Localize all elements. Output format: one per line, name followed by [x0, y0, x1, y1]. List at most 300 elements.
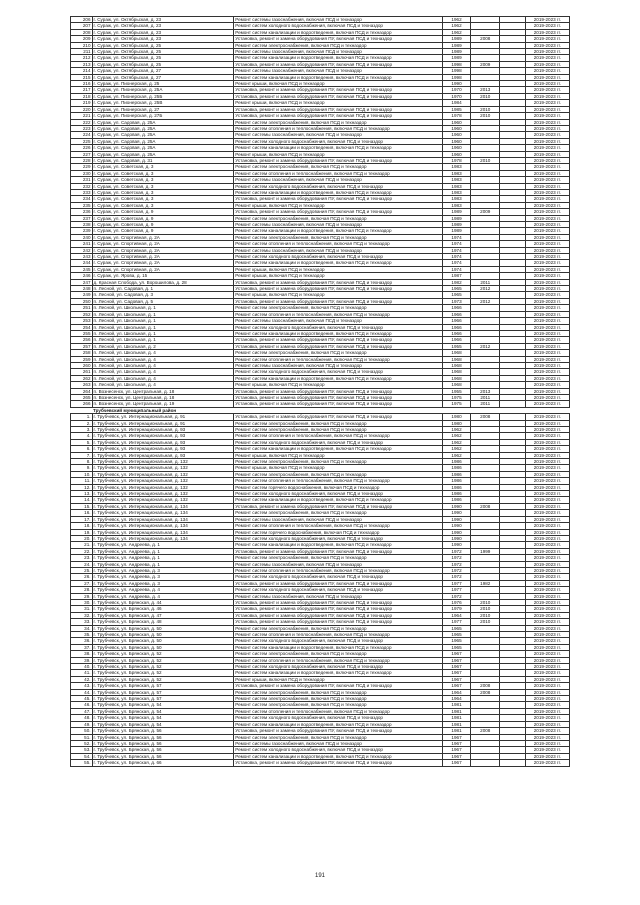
row-address: г. Сураж, ул. Ярова, д. 15 [92, 273, 234, 279]
row-period: 2019-2023 гг. [525, 439, 569, 445]
row-period: 2019-2023 гг. [525, 254, 569, 260]
row-number: 241 [71, 241, 93, 247]
row-period: 2019-2023 гг. [525, 324, 569, 330]
row-period: 2019-2023 гг. [525, 471, 569, 477]
row-year-built: 1989 [442, 222, 471, 228]
row-address: г. Сураж, ул. Садовая, д. 25А [92, 151, 234, 157]
row-address: г. Сураж, ул. Советская, д. 3 [92, 196, 234, 202]
row-address: г. Трубчевск, ул. Интернациональная, д. 91 [92, 420, 234, 426]
row-number: 19. [71, 529, 93, 535]
row-address: г. Трубчевск, ул. Брянская, д. 54 [92, 708, 234, 714]
row-address: г. Сураж, ул. Спортивная, д. 2А [92, 254, 234, 260]
row-work: Установка, ремонт и замена оборудования ПУ, включая ПСД и техназдор [234, 36, 442, 42]
row-year-last: 2010 [471, 157, 500, 163]
row-address: г. Сураж, ул. Спортивная, д. 2А [92, 260, 234, 266]
row-year-built: 1974 [442, 266, 471, 272]
row-period: 2019-2023 гг. [525, 228, 569, 234]
row-year-built: 1998 [442, 68, 471, 74]
row-address: г. Трубчевск, ул. Интернациональная, д. 93 [92, 427, 234, 433]
row-work: Ремонт системы газоснабжения, включая ПСД и техназдор [234, 516, 442, 522]
row-number: 251 [71, 305, 93, 311]
row-year-built: 1990 [442, 81, 471, 87]
row-period: 2019-2023 гг. [525, 362, 569, 368]
row-year-built: 1966 [442, 337, 471, 343]
row-year-built: 1962 [442, 433, 471, 439]
row-address: г. Трубчевск, ул. Брянская, д. 52 [92, 676, 234, 682]
row-period: 2019-2023 гг. [525, 651, 569, 657]
row-work: Установка, ремонт и замена оборудования ПУ, включая ПСД и техназдор [234, 286, 442, 292]
row-work: Ремонт систем электроснабжения, включая ПСД и техназдор [234, 625, 442, 631]
row-number: 264 [71, 388, 93, 394]
row-work: Установка, ремонт и замена оборудования ПУ, включая ПСД и техназдор [234, 61, 442, 67]
row-work: Установка, ремонт и замена оборудования ПУ, включая ПСД и техназдор [234, 503, 442, 509]
row-address: г. Сураж, ул. Октябрьская, д. 23 [92, 36, 234, 42]
row-year-built: 1967 [442, 676, 471, 682]
row-address: г. Трубчевск, ул. Брянская, д. 52 [92, 670, 234, 676]
row-period: 2019-2023 гг. [525, 459, 569, 465]
row-number: 206 [71, 17, 93, 23]
row-period: 2019-2023 гг. [525, 170, 569, 176]
row-year-last: 2008 [471, 689, 500, 695]
row-number: 242 [71, 247, 93, 253]
row-address: г. Сураж, ул. Октябрьская, д. 25 [92, 61, 234, 67]
row-period: 2019-2023 гг. [525, 49, 569, 55]
row-year-built: 1981 [442, 728, 471, 734]
row-work: Ремонт систем канализации и водоотведения, включая ПСД и техназдор [234, 145, 442, 151]
row-year-built: 1986 [442, 471, 471, 477]
row-address: г. Трубчевск, ул. Интернациональная, д. 93 [92, 446, 234, 452]
row-period: 2019-2023 гг. [525, 145, 569, 151]
row-number: 257 [71, 343, 93, 349]
row-number: 39. [71, 657, 93, 663]
row-address: г. Сураж, ул. Советская, д. 9 [92, 222, 234, 228]
row-period: 2019-2023 гг. [525, 619, 569, 625]
row-number: 233 [71, 189, 93, 195]
row-period: 2019-2023 гг. [525, 106, 569, 112]
row-number: 262 [71, 375, 93, 381]
row-address: г. Сураж, ул. Спортивная, д. 2А [92, 241, 234, 247]
row-number: 23. [71, 555, 93, 561]
row-work: Ремонт систем канализации и водоотведения, включая ПСД и техназдор [234, 497, 442, 503]
row-number: 245 [71, 266, 93, 272]
row-year-built: 1967 [442, 734, 471, 740]
row-address: г. Трубчевск, ул. Брянская, д. 57 [92, 696, 234, 702]
row-address: г. Трубчевск, ул. Интернациональная, д. 132 [92, 478, 234, 484]
row-number: 231 [71, 177, 93, 183]
row-number: 35. [71, 632, 93, 638]
row-number: 248 [71, 286, 93, 292]
row-address: г. Трубчевск, ул. Интернациональная, д. 93 [92, 452, 234, 458]
row-work: Ремонт систем электроснабжения, включая ПСД и техназдор [234, 350, 442, 356]
row-year-last: 2008 [471, 503, 500, 509]
register-table [70, 16, 570, 767]
row-work: Ремонт крыши, включая ПСД и техназдор [234, 382, 442, 388]
row-year-built: 1977 [442, 587, 471, 593]
row-work: Ремонт систем холодного водоснабжения, включая ПСД и техназдор [234, 491, 442, 497]
row-period: 2019-2023 гг. [525, 209, 569, 215]
row-year-built: 1970 [442, 93, 471, 99]
row-work: Установка, ремонт и замена оборудования ПУ, включая ПСД и техназдор [234, 298, 442, 304]
row-period: 2019-2023 гг. [525, 196, 569, 202]
row-year-built: 1966 [442, 305, 471, 311]
row-work: Ремонт систем отопления и теплоснабжения, включая ПСД и техназдор [234, 657, 442, 663]
row-number: 53. [71, 747, 93, 753]
row-work: Установка, ремонт и замена оборудования ПУ, включая ПСД и техназдор [234, 401, 442, 407]
row-address: г. Трубчевск, ул. Брянская, д. 44 [92, 599, 234, 605]
row-address: г. Трубчевск, ул. Интернациональная, д. 134 [92, 529, 234, 535]
row-number: 222 [71, 119, 93, 125]
row-period: 2019-2023 гг. [525, 734, 569, 740]
row-address: г. Трубчевск, ул. Андреева, д. 1 [92, 548, 234, 554]
row-work: Ремонт систем холодного водоснабжения, включая ПСД и техназдор [234, 369, 442, 375]
row-year-built: 1968 [442, 362, 471, 368]
row-period: 2019-2023 гг. [525, 606, 569, 612]
row-period: 2019-2023 гг. [525, 298, 569, 304]
row-year-built: 1972 [442, 548, 471, 554]
row-period: 2019-2023 гг. [525, 535, 569, 541]
row-year-built: 1966 [442, 330, 471, 336]
row-period: 2019-2023 гг. [525, 708, 569, 714]
row-number: 38. [71, 651, 93, 657]
row-period: 2019-2023 гг. [525, 266, 569, 272]
row-year-built: 1960 [442, 138, 471, 144]
row-work: Ремонт системы газоснабжения, включая ПСД и техназдор [234, 561, 442, 567]
row-period: 2019-2023 гг. [525, 279, 569, 285]
row-address: г. Трубчевск, ул. Интернациональная, д. 132 [92, 471, 234, 477]
row-number: 2. [71, 420, 93, 426]
row-address: г. Трубчевск, ул. Брянская, д. 50 [92, 638, 234, 644]
row-address: г. Сураж, ул. Советская, д. 3 [92, 189, 234, 195]
row-address: п. Лесной, ул. Школьная, д. 4 [92, 382, 234, 388]
row-year-built: 1960 [442, 145, 471, 151]
row-year-built: 1975 [442, 394, 471, 400]
row-period: 2019-2023 гг. [525, 189, 569, 195]
row-number: 215 [71, 74, 93, 80]
row-address: г. Трубчевск, ул. Интернациональная, д. 91 [92, 414, 234, 420]
row-address: п. Лесной, ул. Школьная, д. 4 [92, 369, 234, 375]
row-work: Ремонт системы газоснабжения, включая ПСД и техназдор [234, 247, 442, 253]
row-year-built: 1980 [442, 414, 471, 420]
row-address: г. Трубчевск, ул. Брянская, д. 50 [92, 644, 234, 650]
row-address: г. Сураж, ул. Садовая, д. 25А [92, 119, 234, 125]
row-work: Ремонт системы газоснабжения, включая ПСД и техназдор [234, 318, 442, 324]
row-address: г. Трубчевск, ул. Интернациональная, д. 93 [92, 439, 234, 445]
row-work: Установка, ремонт и замена оборудования ПУ, включая ПСД и техназдор [234, 683, 442, 689]
row-number: 43. [71, 683, 93, 689]
row-period: 2019-2023 гг. [525, 305, 569, 311]
row-year-built: 1989 [442, 215, 471, 221]
row-year-built: 1978 [442, 157, 471, 163]
row-work: Ремонт систем горячего водоснабжения, включая ПСД и техназдор [234, 529, 442, 535]
row-number: 213 [71, 61, 93, 67]
row-year-built: 1962 [442, 17, 471, 23]
row-address: п. Вознесенск, ул. Центральная, д. 19 [92, 401, 234, 407]
row-address: п. Лесной, ул. Школьная, д. 4 [92, 350, 234, 356]
row-period: 2019-2023 гг. [525, 330, 569, 336]
row-year-built: 1989 [442, 42, 471, 48]
row-year-built: 1989 [442, 36, 471, 42]
row-period: 2019-2023 гг. [525, 157, 569, 163]
row-address: г. Трубчевск, ул. Интернациональная, д. 93 [92, 433, 234, 439]
row-address: г. Трубчевск, ул. Брянская, д. 56 [92, 728, 234, 734]
row-address: г. Трубчевск, ул. Андреева, д. 3 [92, 574, 234, 580]
row-year-last [471, 760, 500, 766]
row-address: г. Сураж, ул. Советская, д. 3 [92, 177, 234, 183]
row-period: 2019-2023 гг. [525, 350, 569, 356]
row-work: Ремонт систем электроснабжения, включая ПСД и техназдор [234, 471, 442, 477]
row-work: Ремонт систем холодного водоснабжения, включая ПСД и техназдор [234, 183, 442, 189]
row-period: 2019-2023 гг. [525, 36, 569, 42]
row-period: 2019-2023 гг. [525, 516, 569, 522]
row-work: Ремонт систем холодного водоснабжения, включая ПСД и техназдор [234, 439, 442, 445]
row-year-built: 1965 [442, 644, 471, 650]
row-period: 2019-2023 гг. [525, 753, 569, 759]
row-period: 2019-2023 гг. [525, 497, 569, 503]
row-work: Ремонт крыши, включая ПСД и техназдор [234, 202, 442, 208]
row-year-built: 1977 [442, 619, 471, 625]
row-work: Ремонт систем холодного водоснабжения, включая ПСД и техназдор [234, 587, 442, 593]
row-year-built: 1973 [442, 298, 471, 304]
row-number: 250 [71, 298, 93, 304]
row-year-built: 1960 [442, 125, 471, 131]
row-year-built: 1970 [442, 87, 471, 93]
row-year-built: 1983 [442, 183, 471, 189]
row-number: 41. [71, 670, 93, 676]
row-year-built: 1976 [442, 599, 471, 605]
row-work: Ремонт систем канализации и водоотведения, включая ПСД и техназдор [234, 228, 442, 234]
row-year-built: 1983 [442, 164, 471, 170]
row-work: Ремонт систем канализации и водоотведения, включая ПСД и техназдор [234, 670, 442, 676]
row-address: г. Трубчевск, ул. Андреева, д. 1 [92, 561, 234, 567]
row-year-last: 1999 [471, 548, 500, 554]
row-address: г. Трубчевск, ул. Интернациональная, д. 132 [92, 497, 234, 503]
row-address: г. Сураж, ул. Советская, д. 9 [92, 215, 234, 221]
row-number: 249 [71, 292, 93, 298]
row-number: 238 [71, 222, 93, 228]
row-number: 3. [71, 427, 93, 433]
row-work: Ремонт систем отопления и теплоснабжения, включая ПСД и техназдор [234, 478, 442, 484]
row-period: 2019-2023 гг. [525, 644, 569, 650]
row-number: 223 [71, 125, 93, 131]
row-year-built: 1989 [442, 55, 471, 61]
row-address: п. Лесной, ул. Школьная, д. 4 [92, 362, 234, 368]
row-work: Ремонт систем холодного водоснабжения, включая ПСД и техназдор [234, 138, 442, 144]
row-address: г. Сураж, ул. Советская, д. 3 [92, 202, 234, 208]
row-work: Ремонт систем канализации и водоотведения, включая ПСД и техназдор [234, 375, 442, 381]
row-work: Установка, ремонт и замена оборудования ПУ, включая ПСД и техназдор [234, 599, 442, 605]
row-address: г. Трубчевск, ул. Андреева, д. 1 [92, 555, 234, 561]
row-period: 2019-2023 гг. [525, 523, 569, 529]
row-address: г. Сураж, ул. Октябрьская, д. 27 [92, 68, 234, 74]
row-address: г. Сураж, ул. Садовая, д. 25А [92, 125, 234, 131]
row-period: 2019-2023 гг. [525, 747, 569, 753]
row-year-last: 2010 [471, 93, 500, 99]
row-address: г. Сураж, ул. Советская, д. 3 [92, 170, 234, 176]
row-address: г. Сураж, ул. Пионерская, д. 25 [92, 81, 234, 87]
row-work: Ремонт систем электроснабжения, включая ПСД и техназдор [234, 510, 442, 516]
row-address: г. Сураж, ул. Октябрьская, д. 23 [92, 17, 234, 23]
row-work: Установка, ремонт и замена оборудования ПУ, включая ПСД и техназдор [234, 337, 442, 343]
row-year-built: 1998 [442, 74, 471, 80]
row-year-built: 1986 [442, 478, 471, 484]
row-year-built: 1960 [442, 132, 471, 138]
row-period: 2019-2023 гг. [525, 23, 569, 29]
row-address: п. Лесной, ул. Садовая, д. 3 [92, 292, 234, 298]
row-number: 235 [71, 202, 93, 208]
row-number: 207 [71, 23, 93, 29]
row-number: 243 [71, 254, 93, 260]
row-year-built: 1983 [442, 196, 471, 202]
row-address: г. Сураж, ул. Октябрьская, д. 23 [92, 29, 234, 35]
row-address: г. Трубчевск, ул. Брянская, д. 66 [92, 760, 234, 766]
row-address: г. Сураж, ул. Садовая, д. 25А [92, 145, 234, 151]
row-address: г. Трубчевск, ул. Интернациональная, д. 134 [92, 523, 234, 529]
row-address: г. Трубчевск, ул. Интернациональная, д. 134 [92, 503, 234, 509]
row-work: Установка, ремонт и замена оборудования ПУ, включая ПСД и техназдор [234, 106, 442, 112]
row-work: Установка, ремонт и замена оборудования ПУ, включая ПСД и техназдор [234, 414, 442, 420]
row-work: Ремонт систем отопления и теплоснабжения, включая ПСД и техназдор [234, 125, 442, 131]
row-number: 32. [71, 612, 93, 618]
row-work: Ремонт крыши, включая ПСД и техназдор [234, 151, 442, 157]
row-address: г. Сураж, ул. Октябрьская, д. 25 [92, 49, 234, 55]
row-period: 2019-2023 гг. [525, 215, 569, 221]
row-number: 28. [71, 587, 93, 593]
row-period: 2019-2023 гг. [525, 683, 569, 689]
row-number: 37. [71, 644, 93, 650]
row-address: п. Лесной, ул. Школьная, д. 1 [92, 324, 234, 330]
row-year-built: 1967 [442, 651, 471, 657]
row-year-last: 2010 [471, 599, 500, 605]
row-number: 18. [71, 523, 93, 529]
row-year-last: 2013 [471, 388, 500, 394]
row-number: 225 [71, 138, 93, 144]
row-address: г. Сураж, ул. Пионерская, д. 27Б [92, 113, 234, 119]
row-period: 2019-2023 гг. [525, 670, 569, 676]
row-period: 2019-2023 гг. [525, 93, 569, 99]
row-period: 2019-2023 гг. [525, 125, 569, 131]
row-period: 2019-2023 гг. [525, 510, 569, 516]
row-year-built: 1974 [442, 247, 471, 253]
row-period: 2019-2023 гг. [525, 68, 569, 74]
row-number: 254 [71, 324, 93, 330]
row-address: г. Сураж, ул. Советская, д. 3 [92, 183, 234, 189]
row-address: г. Трубчевск, ул. Интернациональная, д. 132 [92, 491, 234, 497]
row-year-last: 2012 [471, 298, 500, 304]
row-work: Установка, ремонт и замена оборудования ПУ, включая ПСД и техназдор [234, 619, 442, 625]
row-year-built: 1967 [442, 747, 471, 753]
row-work: Ремонт систем отопления и теплоснабжения, включая ПСД и техназдор [234, 567, 442, 573]
row-address: г. Трубчевск, ул. Брянская, д. 52 [92, 651, 234, 657]
row-period: 2019-2023 гг. [525, 561, 569, 567]
row-work: Ремонт системы газоснабжения, включая ПСД и техназдор [234, 132, 442, 138]
row-number: 216 [71, 81, 93, 87]
row-address: г. Трубчевск, ул. Интернациональная, д. 134 [92, 516, 234, 522]
row-period: 2019-2023 гг. [525, 721, 569, 727]
row-number: 255 [71, 330, 93, 336]
row-period: 2019-2023 гг. [525, 241, 569, 247]
row-year-built: 1974 [442, 260, 471, 266]
row-work: Ремонт систем отопления и теплоснабжения, включая ПСД и техназдор [234, 241, 442, 247]
row-address: п. Лесной, ул. Школьная, д. 1 [92, 305, 234, 311]
row-work: Ремонт систем отопления и теплоснабжения, включая ПСД и техназдор [234, 708, 442, 714]
page-number: 191 [314, 873, 325, 879]
row-number: 229 [71, 164, 93, 170]
row-address: п. Лесной, ул. Школьная, д. 4 [92, 356, 234, 362]
table-section-trubchevsk [71, 414, 570, 766]
row-period: 2019-2023 гг. [525, 491, 569, 497]
row-address: г. Трубчевск, ул. Брянская, д. 57 [92, 683, 234, 689]
row-number: 208 [71, 29, 93, 35]
row-year-built: 1974 [442, 254, 471, 260]
row-address: п. Лесной, ул. Школьная, д. 1 [92, 337, 234, 343]
row-year-built: 1975 [442, 401, 471, 407]
row-year-built: 1965 [442, 286, 471, 292]
row-period: 2019-2023 гг. [525, 452, 569, 458]
row-address: г. Сураж, ул. Октябрьская, д. 23 [92, 23, 234, 29]
row-number: 21. [71, 542, 93, 548]
row-number: 15. [71, 503, 93, 509]
row-period: 2019-2023 гг. [525, 728, 569, 734]
row-number: 256 [71, 337, 93, 343]
row-number: 259 [71, 356, 93, 362]
row-period: 2019-2023 гг. [525, 715, 569, 721]
row-period: 2019-2023 гг. [525, 87, 569, 93]
row-period: 2019-2023 гг. [525, 292, 569, 298]
row-year-last: 2009 [471, 209, 500, 215]
row-period: 2019-2023 гг. [525, 689, 569, 695]
row-year-built: 1972 [442, 561, 471, 567]
row-number: 33. [71, 619, 93, 625]
row-period: 2019-2023 гг. [525, 61, 569, 67]
row-work: Ремонт систем канализации и водоотведения, включая ПСД и техназдор [234, 189, 442, 195]
row-work: Ремонт систем холодного водоснабжения, включая ПСД и техназдор [234, 574, 442, 580]
row-work: Установка, ремонт и замена оборудования ПУ, включая ПСД и техназдор [234, 394, 442, 400]
row-work: Ремонт систем канализации и водоотведения, включая ПСД и техназдор [234, 446, 442, 452]
row-period: 2019-2023 гг. [525, 273, 569, 279]
row-work: Ремонт систем отопления и теплоснабжения, включая ПСД и техназдор [234, 356, 442, 362]
row-period: 2019-2023 гг. [525, 177, 569, 183]
row-period: 2019-2023 гг. [525, 132, 569, 138]
row-address: г. Трубчевск, ул. Интернациональная, д. 132 [92, 459, 234, 465]
row-year-built: 1966 [442, 318, 471, 324]
row-work: Ремонт систем холодного водоснабжения, включая ПСД и техназдор [234, 747, 442, 753]
row-work: Ремонт крыши, включая ПСД и техназдор [234, 676, 442, 682]
row-year-last: 2009 [471, 61, 500, 67]
row-year-last: 2010 [471, 612, 500, 618]
row-work: Ремонт систем электроснабжения, включая ПСД и техназдор [234, 555, 442, 561]
row-work: Установка, ремонт и замена оборудования ПУ, включая ПСД и техназдор [234, 209, 442, 215]
row-period: 2019-2023 гг. [525, 369, 569, 375]
row-period: 2019-2023 гг. [525, 401, 569, 407]
row-address: г. Сураж, ул. Садовая, д. 25А [92, 132, 234, 138]
row-year-last: 2013 [471, 87, 500, 93]
row-address: г. Трубчевск, ул. Брянская, д. 52 [92, 664, 234, 670]
row-number: 9. [71, 465, 93, 471]
row-period: 2019-2023 гг. [525, 286, 569, 292]
row-year-built: 1962 [442, 23, 471, 29]
row-address: г. Трубчевск, ул. Брянская, д. 56 [92, 747, 234, 753]
row-empty [500, 760, 526, 766]
row-year-built: 1962 [442, 427, 471, 433]
row-number: 48. [71, 715, 93, 721]
row-work: Установка, ремонт и замена оборудования ПУ, включая ПСД и техназдор [234, 196, 442, 202]
row-period: 2019-2023 гг. [525, 183, 569, 189]
row-year-last: 2011 [471, 401, 500, 407]
row-period: 2019-2023 гг. [525, 599, 569, 605]
row-year-built: 1990 [442, 542, 471, 548]
row-address: г. Трубчевск, ул. Брянская, д. 50 [92, 632, 234, 638]
row-number: 44. [71, 689, 93, 695]
